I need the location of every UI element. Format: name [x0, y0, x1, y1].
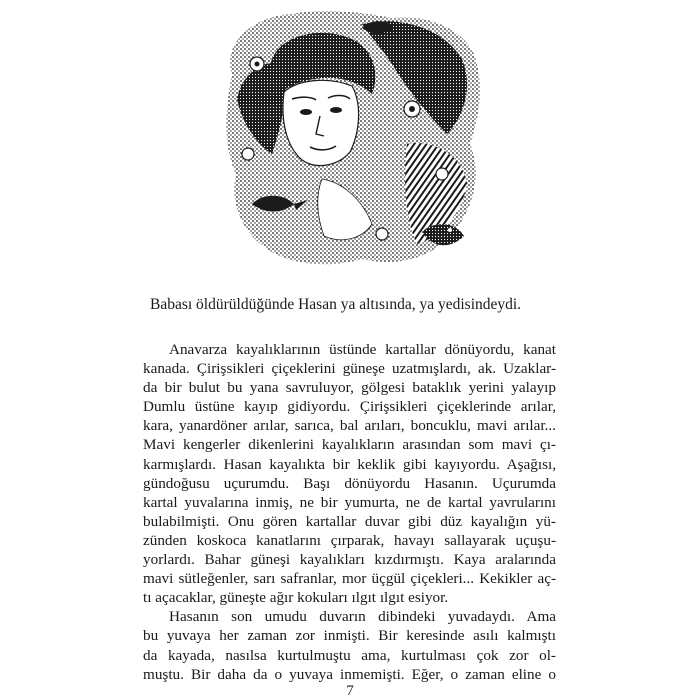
- text-line: kartal yuvalarına inmiş, ne bir yumurta, ne de kartal yavrularını: [143, 493, 556, 511]
- text-line: karmışlardı. Hasan kayalıkta bir keklik gibi kayıyordu. Aşağısı,: [143, 455, 556, 473]
- paragraph: [143, 340, 556, 607]
- illustration: [212, 4, 488, 272]
- text-line: kanada. Çirişsikleri çiçeklerini güneşe uzatmışlardı, ak. Uzaklar-: [143, 360, 556, 378]
- engraved-illustration-icon: [212, 4, 488, 272]
- text-line: Hasanın son umudu duvarın dibindeki yuvadaydı. Ama: [169, 608, 556, 626]
- illustration-caption: Babası öldürüldüğünde Hasan ya altısında, ya yedisindeydi.: [150, 296, 522, 313]
- text-line: da bir bulut bu yana savruluyor, gölgesi bataklık yerini yalayıp: [143, 379, 556, 397]
- text-line: mavi sütleğenler, sarı safranlar, mor üçgül çiçekleri... Kekikler aç-: [143, 570, 556, 588]
- body-text: [143, 340, 556, 684]
- text-line: gündoğusu uçurumdu. Başı dönüyordu Hasanın. Uçurumda: [143, 474, 556, 492]
- paragraph: [143, 607, 556, 683]
- text-line: bulabilmişti. Onu gören kartallar duvar gibi düz kayalığın yü-: [143, 512, 556, 530]
- text-line: zünden koskoca kanatlarını çırparak, havayı sallayarak uçuşu-: [143, 531, 556, 549]
- text-line: bu yuvaya her zaman zor inmişti. Bir keresinde asılı kalmıştı: [143, 627, 556, 645]
- text-line: Dumlu üstüne kayıp gidiyordu. Çirişsikleri çiçeklerinde arılar,: [143, 398, 556, 416]
- text-line: da kayada, nasılsa kurtulmuştu ama, kurtulması çok zor ol-: [143, 646, 556, 664]
- text-line: muştu. Bir daha da o yuvaya inmemişti. Eğer, o zaman eline o: [143, 665, 556, 683]
- text-line: Anavarza kayalıklarının üstünde kartallar dönüyordu, kanat: [169, 341, 556, 358]
- text-line: kara, yanardöner arılar, sarıca, bal arıları, boncuklu, mavi arılar...: [143, 417, 556, 435]
- text-line: tı açacaklar, güneşte ağır kokuları ılgıt ılgıt esiyor.: [143, 589, 449, 607]
- text-line: Mavi kengerler dikenlerini kayalıkların arasından som mavi çı-: [143, 436, 556, 454]
- text-line: yorlardı. Bahar güneşi kayalıkları kızdırmıştı. Kaya aralarında: [143, 551, 556, 569]
- page-number: 7: [346, 683, 354, 699]
